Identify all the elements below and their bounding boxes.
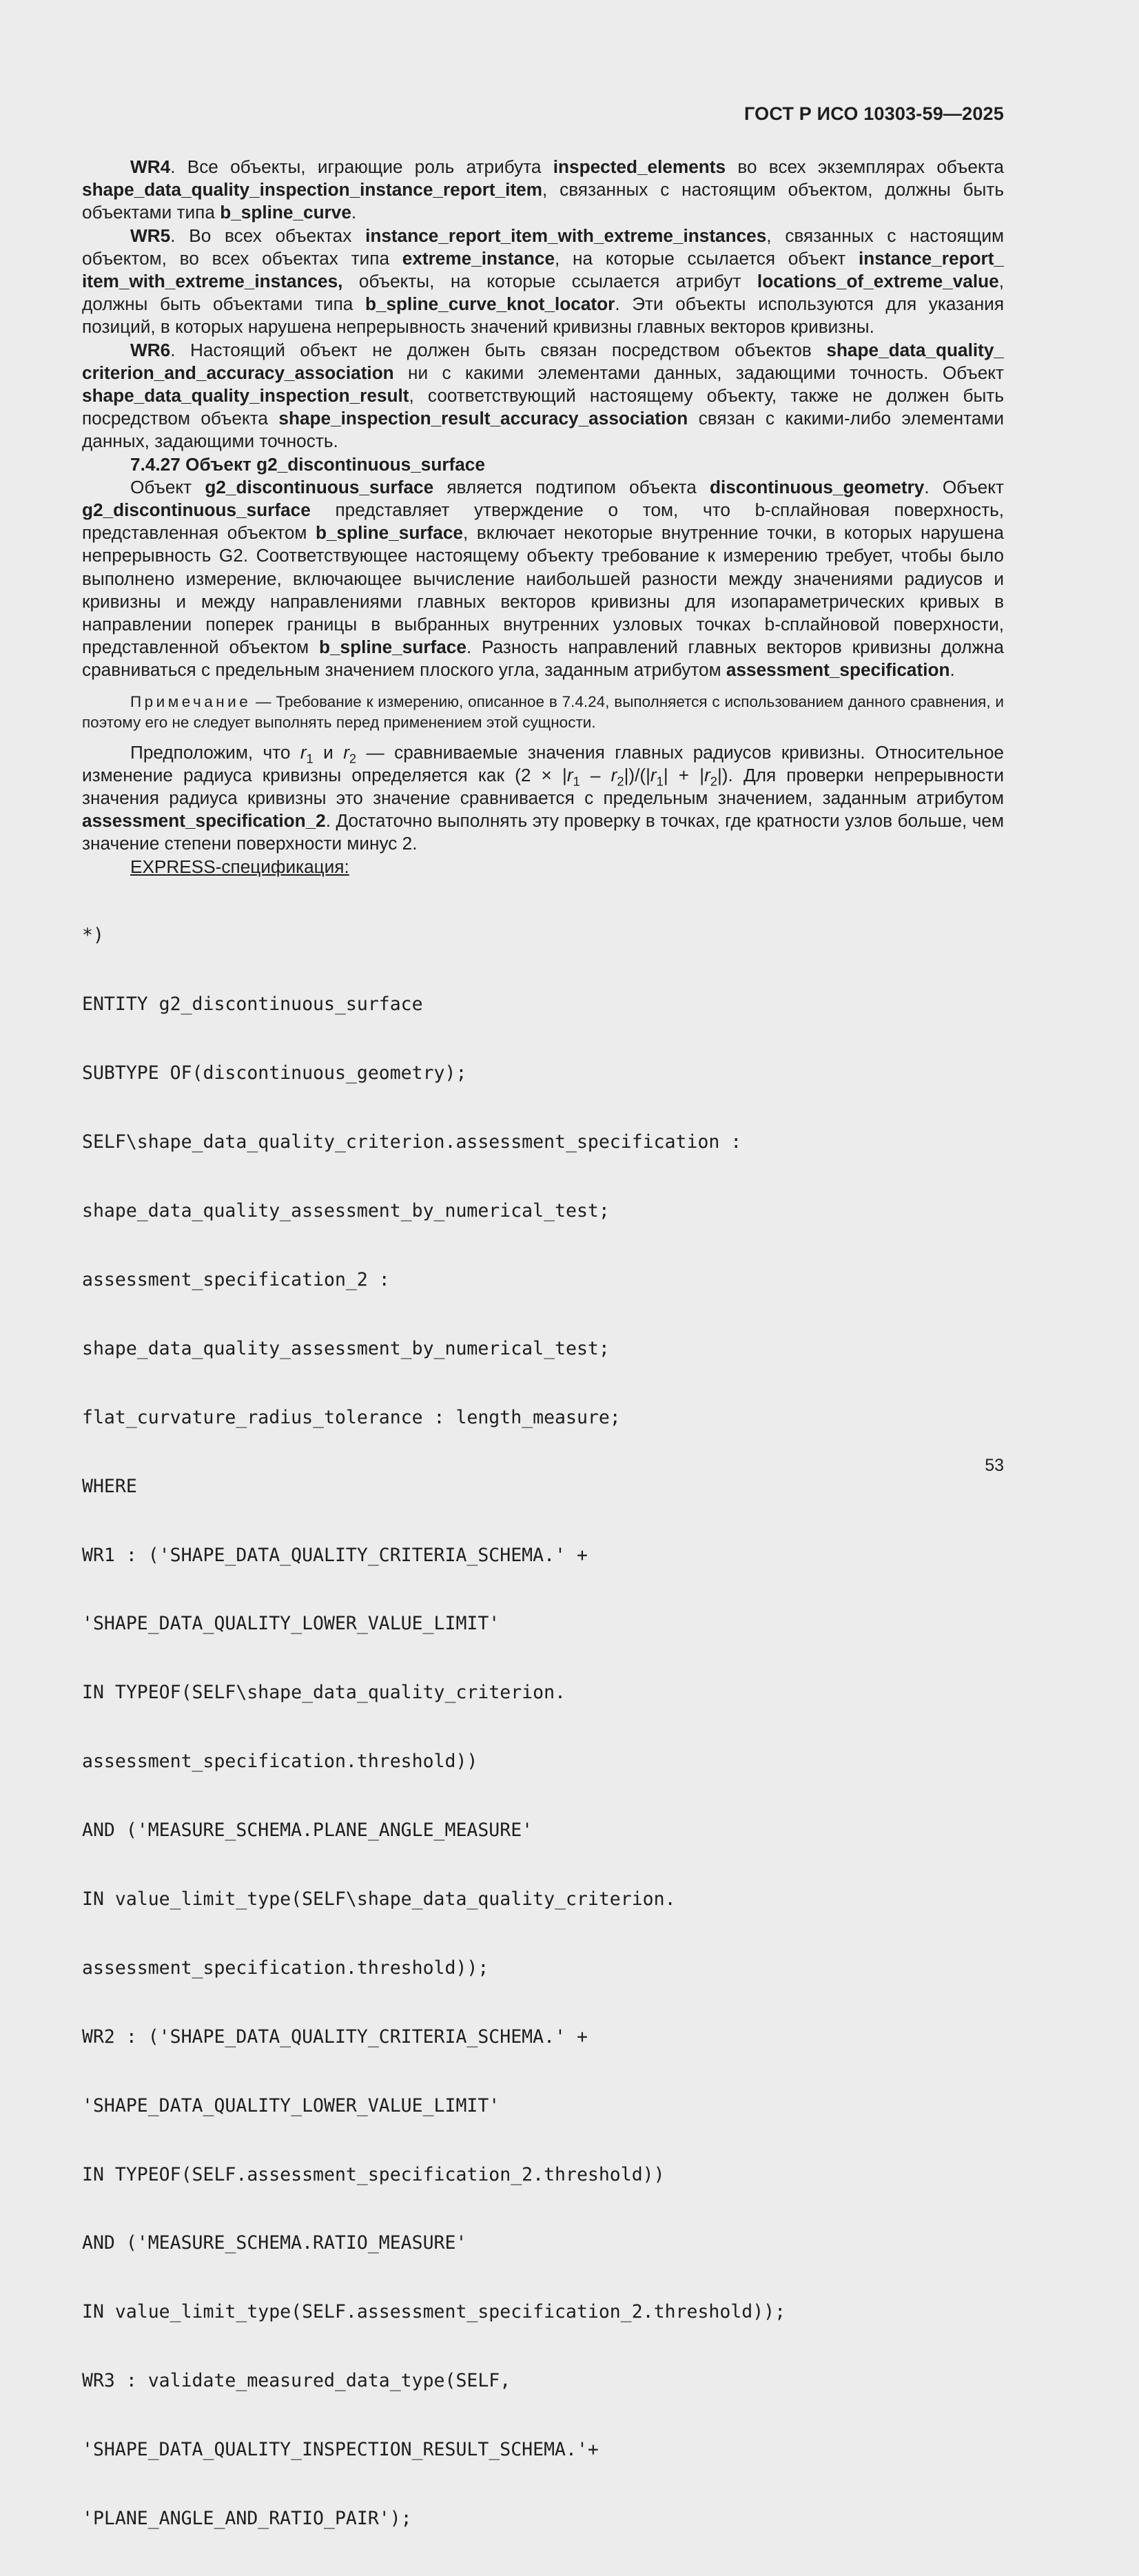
code-line: IN value_limit_type(SELF.assessment_specification_2.threshold)); xyxy=(82,2301,786,2323)
express-spec-label: EXPRESS-спецификация: xyxy=(130,856,349,877)
code-line: IN TYPEOF(SELF.assessment_specification_2.threshold)) xyxy=(82,2163,665,2185)
code-line: AND ('MEASURE_SCHEMA.PLANE_ANGLE_MEASURE' xyxy=(82,1820,533,1842)
code-line: shape_data_quality_assessment_by_numerical_test; xyxy=(82,1200,610,1222)
note-label: Примечание xyxy=(130,692,252,710)
page-body xyxy=(82,156,1004,2576)
rule-wr6: WR6. Настоящий объект не должен быть связан посредством объектов shape_data_quality_ criterion_and_accuracy_association ни с какими элементами данных, задающими точность. Объект shape_data_quality_inspection_result, соответствующий настоящему объекту, также не должен быть посредством объекта shape_inspection_result_accuracy_association связан с какими-либо элементами данных, задающими точность. xyxy=(82,339,1004,452)
rule-wr5: WR5. Во всех объектах instance_report_item_with_extreme_instances, связанных с настоящим объектом, во всех объектах типа extreme_instance, на которые ссылается объект instance_report_ item_with_extreme_instances, объекты, на которые ссылается атрибут locations_of_extreme_value, должны быть объектами типа b_spline_curve_knot_locator. Эти объекты используются для указания позиций, в которых нарушена непрерывность значений кривизны главных векторов кривизны. xyxy=(82,225,1004,338)
code-line: IN value_limit_type(SELF\shape_data_quality_criterion. xyxy=(82,1888,676,1910)
note-text: — Требование к измерению, описанное в 7.4.24, выполняется с использованием данного сравнения, и поэтому его не следует выполнять перед применением этой сущности. xyxy=(82,692,1004,731)
code-line: 'SHAPE_DATA_QUALITY_LOWER_VALUE_LIMIT' xyxy=(82,1613,500,1635)
code-line: flat_curvature_radius_tolerance : length_measure; xyxy=(82,1406,621,1428)
section-heading: 7.4.27 Объект g2_discontinuous_surface xyxy=(130,453,485,475)
code-line: 'PLANE_ANGLE_AND_RATIO_PAIR'); xyxy=(82,2507,412,2529)
section-paragraph: Объект g2_discontinuous_surface является подтипом объекта discontinuous_geometry. Объект g2_discontinuous_surface представляет утверждение о том, что b-сплайновая поверхность, представленная объектом b_spline_surface, включает некоторые внутренние точки, в которых нарушена непрерывность G2. Соответствующее настоящему объекту требование к измерению требует, чтобы было выполнено измерение, включающее вычисление наибольшей разности между значениями радиусов и кривизны и между направлениями главных векторов кривизны для изопараметрических кривых в направлении поперек границы в выбранных внутренних узловых точках b-сплайновой поверхности, представленной объектом b_spline_surface. Разность направлений главных векторов кривизны должна сравниваться с предельным значением плоского угла, заданным атрибутом assessment_specification. xyxy=(82,476,1004,681)
code-line: shape_data_quality_assessment_by_numerical_test; xyxy=(82,1337,610,1359)
code-line: ENTITY g2_discontinuous_surface xyxy=(82,993,423,1016)
code-line: assessment_specification.threshold)); xyxy=(82,1957,489,1979)
radius-paragraph: Предположим, что $r_1$ и $r_2$ — сравниваемые значения главных радиусов кривизны. Относительное изменение радиуса кривизны определяется как $(2 \times |r_1 - r_2|)/(|r_1| + |r_2|)$. Для проверки непрерывности значения радиуса кривизны это значение сравнивается с предельным значением, заданным атрибутом assessment_specification_2. Достаточно выполнять эту проверку в точках, где кратности узлов больше, чем значение степени поверхности минус 2. xyxy=(82,741,1004,854)
page-number: 53 xyxy=(985,1456,1004,1475)
code-line: assessment_specification_2 : xyxy=(82,1268,390,1290)
code-line: SUBTYPE OF(discontinuous_geometry); xyxy=(82,1062,467,1084)
code-line: IN TYPEOF(SELF\shape_data_quality_criterion. xyxy=(82,1682,566,1704)
code-line: WHERE xyxy=(82,1475,137,1497)
document-header: ГОСТ Р ИСО 10303-59—2025 xyxy=(744,103,1004,124)
code-line: 'SHAPE_DATA_QUALITY_LOWER_VALUE_LIMIT' xyxy=(82,2094,500,2116)
code-line: SELF\shape_data_quality_criterion.assessment_specification : xyxy=(82,1131,742,1153)
code-line: WR2 : ('SHAPE_DATA_QUALITY_CRITERIA_SCHEMA.' + xyxy=(82,2026,588,2048)
code-line: 'SHAPE_DATA_QUALITY_INSPECTION_RESULT_SCHEMA.'+ xyxy=(82,2439,599,2461)
code-line: WR3 : validate_measured_data_type(SELF, xyxy=(82,2370,511,2392)
code-line: WR1 : ('SHAPE_DATA_QUALITY_CRITERIA_SCHEMA.' + xyxy=(82,1544,588,1566)
code-line: assessment_specification.threshold)) xyxy=(82,1751,478,1773)
code-line: AND ('MEASURE_SCHEMA.RATIO_MEASURE' xyxy=(82,2232,467,2254)
note xyxy=(82,692,1004,733)
code-line: *) xyxy=(82,925,104,947)
rule-wr4: WR4. Все объекты, играющие роль атрибута inspected_elements во всех экземплярах объекта shape_data_quality_inspection_instance_report_item, связанных с настоящим объектом, должны быть объектами типа b_spline_curve. xyxy=(82,156,1004,223)
express-code-block xyxy=(82,878,1004,2576)
